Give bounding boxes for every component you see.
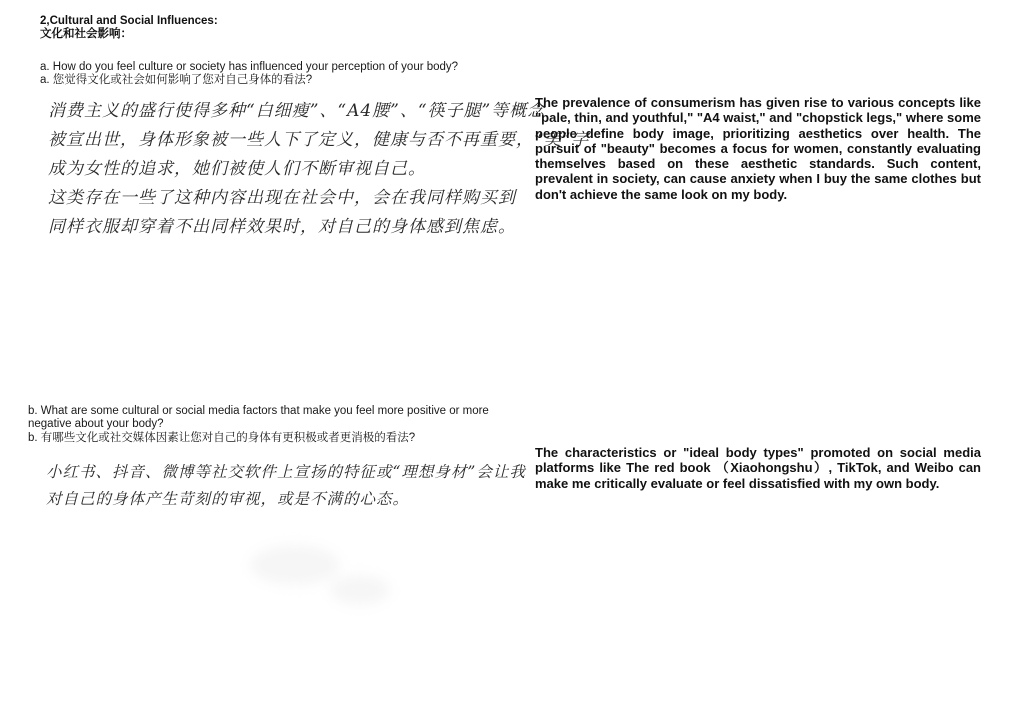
question-b-en-line1: b. What are some cultural or social media factors that make you feel more positive or more	[28, 405, 489, 417]
scan-smudge	[330, 575, 390, 605]
handwritten-line: 这类存在一些了这种内容出现在社会中，会在我同样购买到	[48, 188, 516, 208]
scan-smudge	[250, 545, 340, 585]
handwritten-line: 同样衣服却穿着不出同样效果时，对自己的身体感到焦虑。	[48, 217, 516, 237]
translated-answer-b: The characteristics or "ideal body types" promoted on social media platforms like The red book （Xiaohongshu）, TikTok, and Weibo can make me critically evaluate or feel dissatisfied with my own body.	[535, 445, 981, 491]
question-a-zh: a. 您觉得文化或社会如何影响了您对自己身体的看法?	[40, 74, 313, 86]
section-title-en: 2,Cultural and Social Influences:	[40, 15, 218, 27]
section-heading	[40, 15, 218, 41]
handwritten-line: 成为女性的追求，她们被使人们不断审视自己。	[48, 159, 426, 179]
handwritten-line: 被宣出世，身体形象被一些人下了定义，健康与否不再重要，“美”字	[48, 130, 590, 150]
handwritten-line: 小红书、抖音、微博等社交软件上宣扬的特征或“理想身材”会让我	[46, 463, 526, 481]
question-b-zh: b. 有哪些文化或社交媒体因素让您对自己的身体有更积极或者更消极的看法?	[28, 432, 416, 444]
handwritten-line: 对自己的身体产生苛刻的审视，或是不满的心态。	[46, 490, 410, 508]
handwritten-answer-b	[46, 459, 526, 513]
handwritten-answer-a	[48, 97, 590, 242]
question-a-en: a. How do you feel culture or society has influenced your perception of your body?	[40, 61, 459, 73]
section-title-zh: 文化和社会影响：	[40, 28, 132, 40]
handwritten-line: 消费主义的盛行使得多种“白细瘦”、“A4腰”、“筷子腿”等概念	[48, 101, 546, 121]
translated-answer-a: The prevalence of consumerism has given rise to various concepts like "pale, thin, and youthful," "A4 waist," and "chopstick legs," where some people define body image, prioritizing aesthetics over health. The pursuit of "beauty" becomes a focus for women, constantly evaluating themselves based on these aesthetic standards. Such content, prevalent in society, can cause anxiety when I buy the same clothes but don't achieve the same look on my body.	[535, 95, 981, 202]
question-b-en-line2: negative about your body?	[28, 418, 164, 430]
